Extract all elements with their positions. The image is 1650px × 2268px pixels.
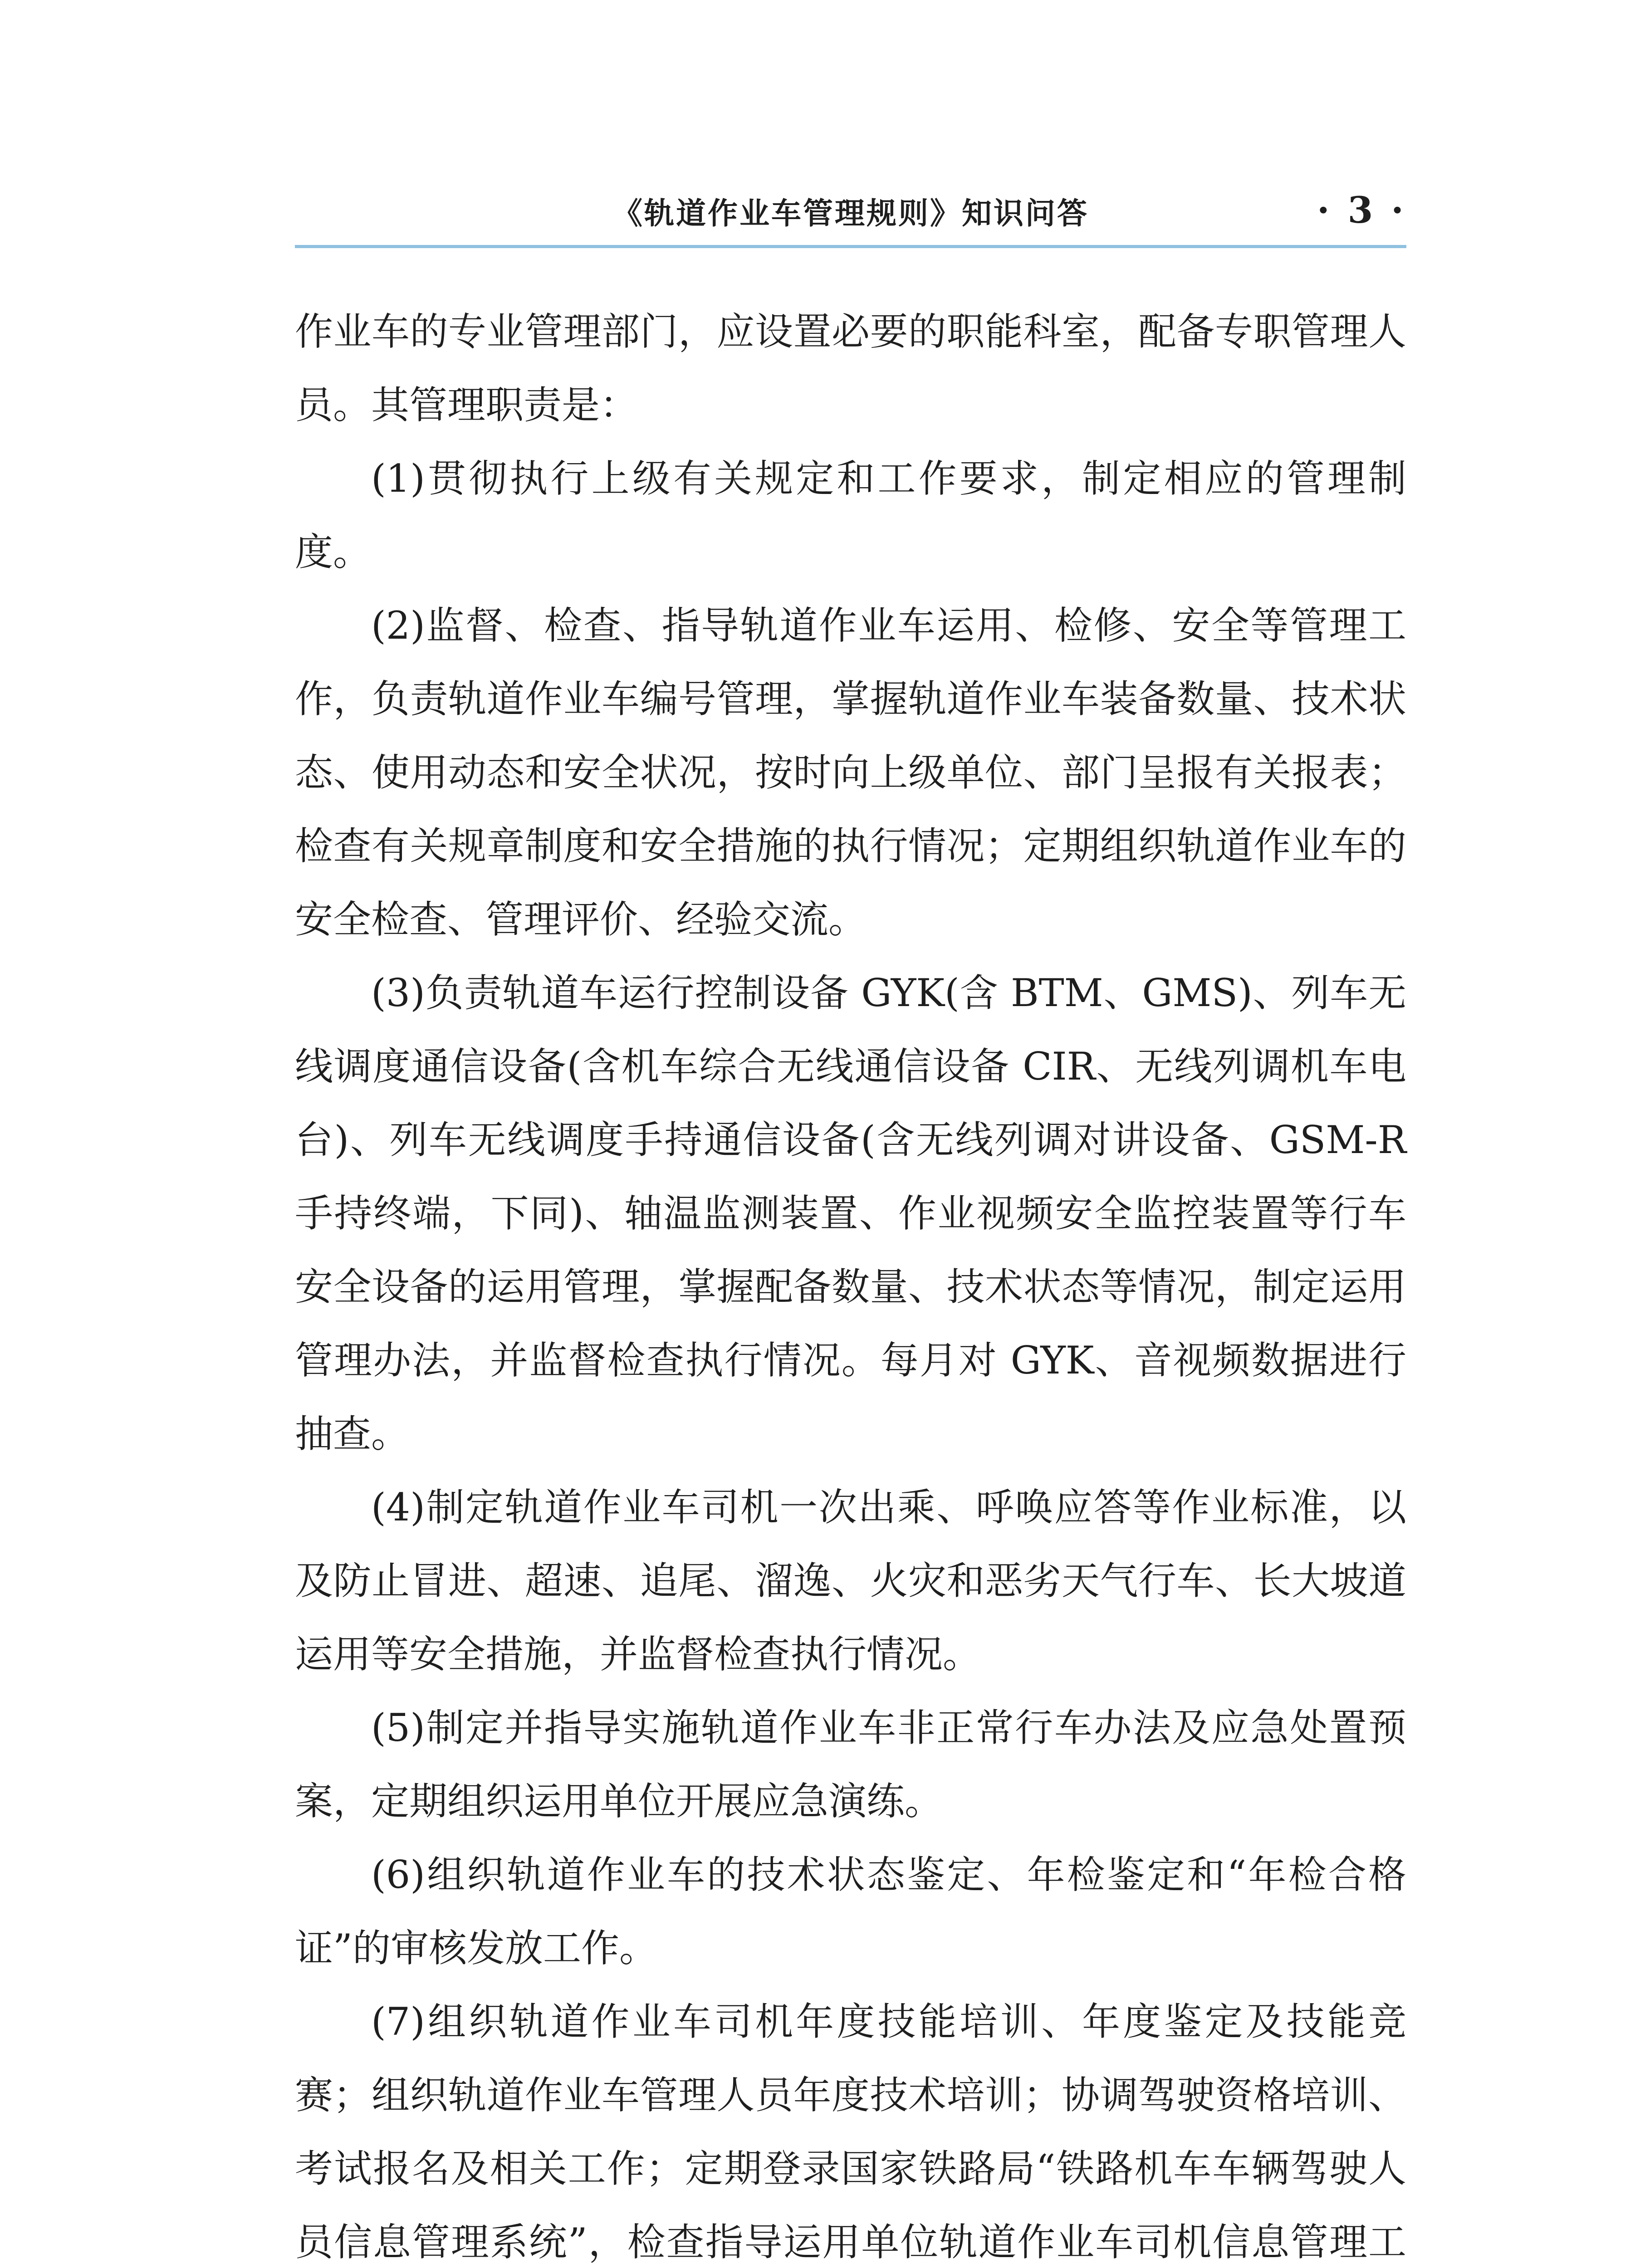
book-title: 《轨道作业车管理规则》知识问答	[612, 196, 1089, 231]
body-text	[295, 295, 1406, 2268]
paragraph-item-2: (2)监督、检查、指导轨道作业车运用、检修、安全等管理工作，负责轨道作业车编号管理，掌握轨道作业车装备数量、技术状态、使用动态和安全状况，按时向上级单位、部门呈报有关报表；检查有关规章制度和安全措施的执行情况；定期组织轨道作业车的安全检查、管理评价、经验交流。	[295, 603, 1406, 942]
paragraph-item-1: (1)贯彻执行上级有关规定和工作要求，制定相应的管理制度。	[295, 456, 1406, 574]
header-rule	[295, 245, 1406, 248]
page-number: · 3 ·	[1317, 189, 1406, 231]
paragraph-item-7: (7)组织轨道作业车司机年度技能培训、年度鉴定及技能竞赛；组织轨道作业车管理人员年度技术培训；协调驾驶资格培训、考试报名及相关工作；定期登录国家铁路局“铁路机车车辆驾驶人员信息管理系统”，检查指导运用单位轨道作业车司机信息管理工	[295, 1999, 1406, 2264]
paragraph-item-4: (4)制定轨道作业车司机一次出乘、呼唤应答等作业标准，以及防止冒进、超速、追尾、溜逸、火灾和恶劣天气行车、长大坡道运用等安全措施，并监督检查执行情况。	[295, 1485, 1406, 1677]
paragraph-item-6: (6)组织轨道作业车的技术状态鉴定、年检鉴定和“年检合格证”的审核发放工作。	[295, 1853, 1406, 1970]
running-header	[295, 179, 1406, 243]
paragraph-item-5: (5)制定并指导实施轨道作业车非正常行车办法及应急处置预案，定期组织运用单位开展应急演练。	[295, 1706, 1406, 1823]
paragraph-continued: 作业车的专业管理部门，应设置必要的职能科室，配备专职管理人员。其管理职责是：	[295, 309, 1406, 427]
paragraph-item-3: (3)负责轨道车运行控制设备 GYK(含 BTM、GMS)、列车无线调度通信设备(含机车综合无线通信设备 CIR、无线列调机车电台)、列车无线调度手持通信设备(含无线列调对讲设备、GSM-R 手持终端，下同)、轴温监测装置、作业视频安全监控装置等行车安全设备的运用管理，掌握配备数量、技术状态等情况，制定运用管理办法，并监督检查执行情况。每月对 GYK、音视频数据进行抽查。	[295, 971, 1406, 1456]
